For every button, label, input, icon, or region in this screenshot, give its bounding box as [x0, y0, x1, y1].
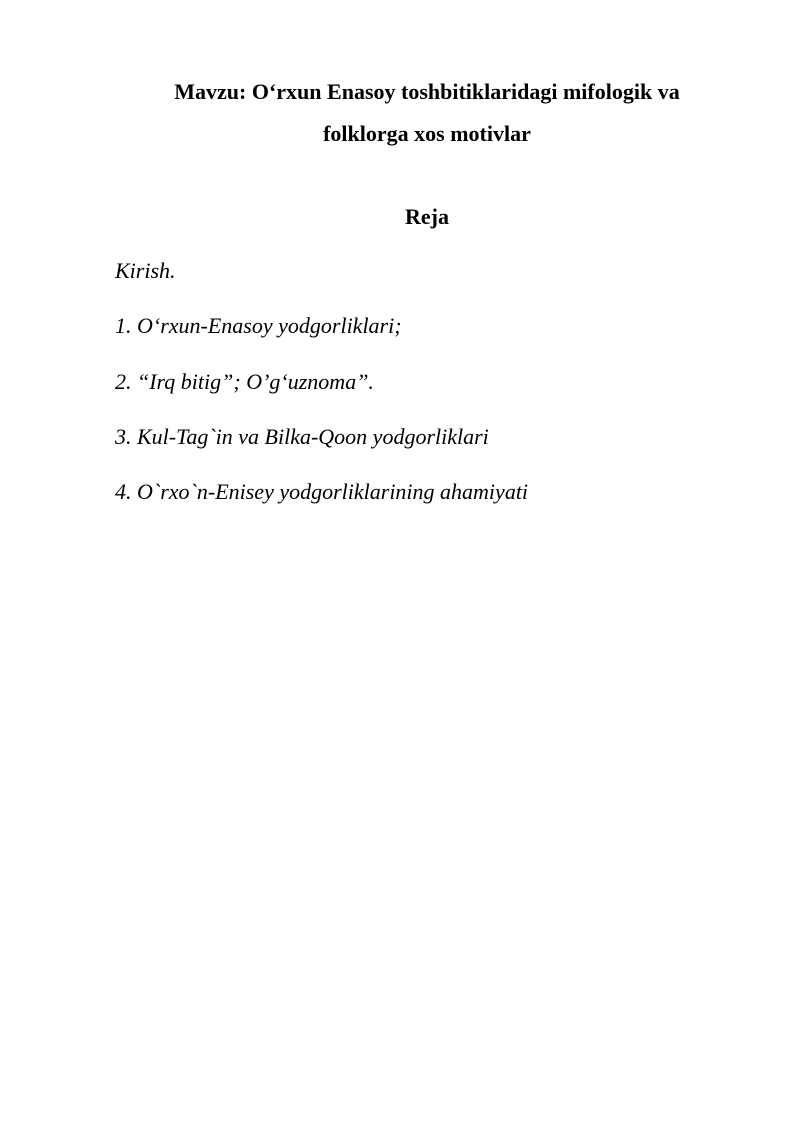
plan-heading: Reja: [405, 204, 449, 229]
plan-item-1: 1. O‘rxun-Enasoy yodgorliklari;: [115, 313, 402, 338]
plan-item-2: 2. “Irq bitig”; O’g‘uznoma”.: [115, 369, 374, 394]
plan-item-introduction: Kirish.: [115, 258, 176, 283]
plan-item-3: 3. Kul-Tag`in va Bilka-Qoon yodgorliklari: [115, 424, 489, 449]
document-title-line-1: Mavzu: O‘rxun Enasoy toshbitiklaridagi mifologik va: [174, 79, 680, 104]
plan-item-4: 4. O`rxo`n-Enisey yodgorliklarining ahamiyati: [115, 479, 529, 504]
document-title-line-2: folklorga xos motivlar: [323, 121, 531, 146]
